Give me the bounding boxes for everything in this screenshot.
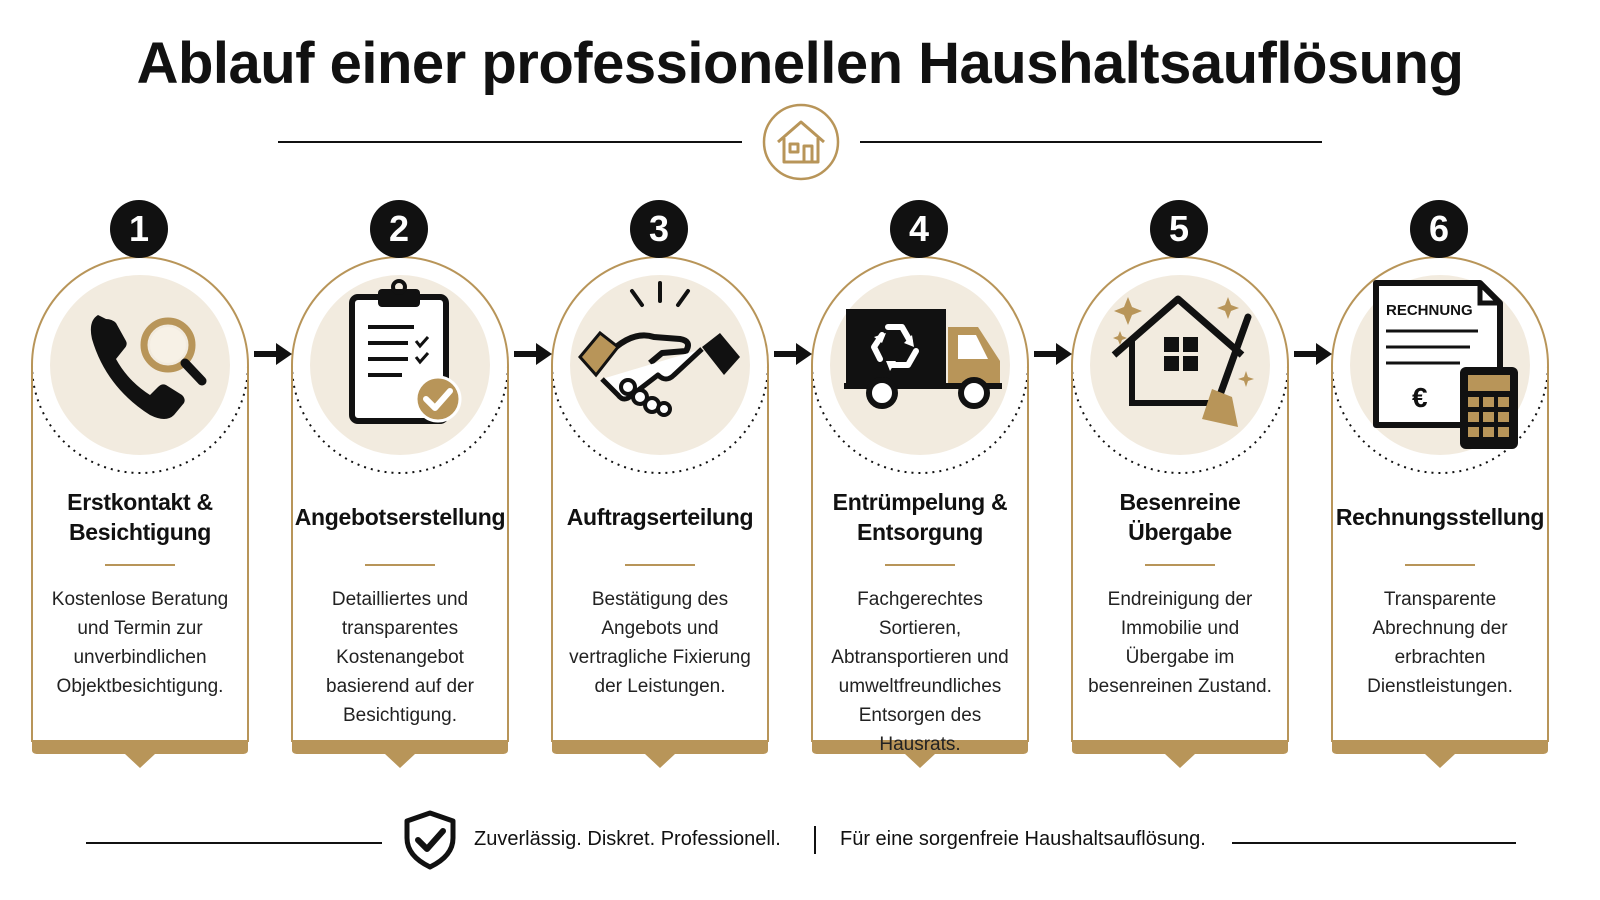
step-1 <box>28 190 252 790</box>
footer-claim: Für eine sorgenfreie Haushaltsauflösung. <box>840 828 1206 850</box>
footer <box>0 800 1600 870</box>
invoice-calculator-icon <box>1350 275 1530 455</box>
handshake-icon <box>570 275 750 455</box>
clean-house-broom-icon <box>1090 275 1270 455</box>
title-underline <box>625 564 695 566</box>
step-title: Besenreine Übergabe <box>1119 489 1241 545</box>
arrow-right-icon <box>1032 340 1074 368</box>
step-4 <box>808 190 1032 790</box>
arrow-right-icon <box>772 340 814 368</box>
phone-magnifier-icon <box>50 275 230 455</box>
step-title: Angebotserstellung <box>294 504 506 530</box>
step-title: Auftragserteilung <box>566 504 754 530</box>
currency-symbol: € <box>1412 382 1428 413</box>
step-number: 4 <box>890 200 948 258</box>
step-description: Kostenlose Beratung und Termin zur unverbindlichen Objektbesichtigung. <box>51 589 229 697</box>
footer-line-left <box>86 842 382 844</box>
page-title: Ablauf einer professionellen Haushaltsauflösung <box>136 31 1464 96</box>
recycling-truck-icon <box>830 275 1010 455</box>
step-5 <box>1068 190 1292 790</box>
invoice-label: RECHNUNG <box>1386 302 1473 319</box>
clipboard-checklist-icon <box>310 275 490 455</box>
arrow-right-icon <box>252 340 294 368</box>
title-underline <box>885 564 955 566</box>
shield-check-icon <box>403 810 457 870</box>
step-number: 3 <box>630 200 688 258</box>
step-description: Fachgerechtes Sortieren, Abtransportieren und umweltfreundliches Entsorgen des Hausrats. <box>831 589 1009 755</box>
step-title: Rechnungsstellung <box>1335 504 1545 530</box>
title-underline <box>1145 564 1215 566</box>
step-number: 6 <box>1410 200 1468 258</box>
title-underline <box>1405 564 1475 566</box>
step-description: Transparente Abrechnung der erbrachten Dienstleistungen. <box>1367 589 1513 697</box>
step-number: 1 <box>110 200 168 258</box>
footer-tagline: Zuverlässig. Diskret. Professionell. <box>474 828 781 850</box>
arrow-right-icon <box>512 340 554 368</box>
step-description: Detailliertes und transparentes Kostenangebot basierend auf der Besichtigung. <box>326 589 474 726</box>
step-2 <box>288 190 512 790</box>
footer-line-right <box>1232 842 1516 844</box>
step-6 <box>1328 190 1552 790</box>
step-title: Erstkontakt & Besichtigung <box>67 489 213 545</box>
title-underline <box>365 564 435 566</box>
step-3 <box>548 190 772 790</box>
step-number: 5 <box>1150 200 1208 258</box>
footer-separator <box>814 826 816 854</box>
step-number: 2 <box>370 200 428 258</box>
step-title: Entrümpelung & Entsorgung <box>832 489 1008 545</box>
step-description: Endreinigung der Immobilie und Übergabe im besenreinen Zustand. <box>1088 589 1272 697</box>
step-description: Bestätigung des Angebots und vertragliche Fixierung der Leistungen. <box>569 589 751 697</box>
title-underline <box>105 564 175 566</box>
arrow-right-icon <box>1292 340 1334 368</box>
